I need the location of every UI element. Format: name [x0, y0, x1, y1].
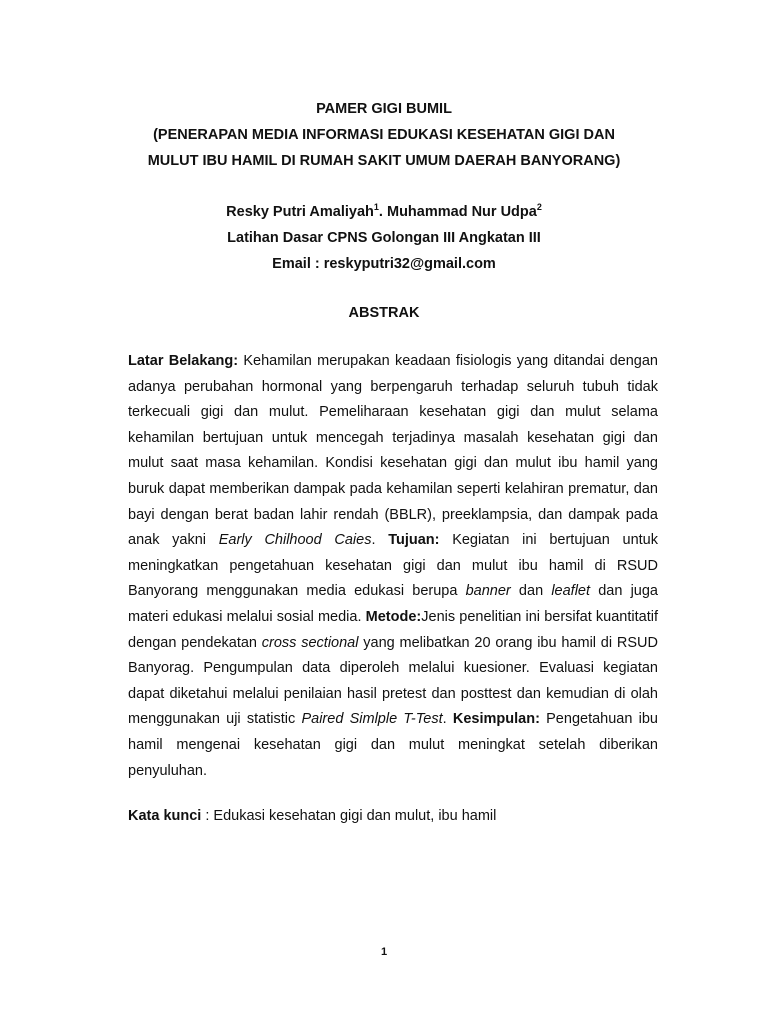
method-italic-test: Paired Simlple T-Test [301, 711, 443, 728]
keywords [128, 803, 658, 829]
author-1-affiliation-mark: 1 [373, 202, 379, 213]
author-2: Muhammad Nur Udpa [386, 204, 537, 220]
purpose-italic-banner: banner [465, 583, 511, 600]
author-2-affiliation-mark: 2 [536, 202, 542, 213]
method-italic-cross-sectional: cross sectional [261, 634, 359, 651]
abstract-body [128, 349, 658, 784]
purpose-end: dan juga materi edukasi melalui sosial media. [128, 583, 658, 625]
background-text: Kehamilan merupakan keadaan fisiologis yang ditandai dengan adanya perubahan hormonal yang berpengaruh terhadap seluruh tubuh tidak terkecuali gigi dan mulut. Pemeliharaan kesehatan gigi dan mulut selama kehamilan bertujuan untuk mencegah terjadinya masalah kesehatan gigi dan mulut saat masa kehamilan. Kondisi kesehatan gigi dan mulut ibu hamil yang buruk dapat memberikan dampak pada kehamilan seperti kelahiran prematur, dan bayi dengan berat badan lahir rendah (BBLR), preeklampsia, dan dampak pada anak yakni [128, 353, 658, 549]
paper-title [100, 96, 668, 174]
background-label: Latar Belakang: [128, 353, 239, 369]
conclusion-label: Kesimpulan: [452, 711, 540, 728]
author-1: Resky Putri Amaliyah [226, 204, 374, 220]
purpose-mid: dan [510, 583, 552, 600]
method-text-2: yang melibatkan 20 orang ibu hamil di RSUD Banyorag. Pengumpulan data diperoleh melalui kuesioner. Evaluasi kegiatan dapat diketahui melalui penilaian hasil pretest dan posttest dan kemudian di olah menggunakan uji statistic [128, 634, 658, 728]
author-names [100, 199, 668, 225]
author-affiliation: Latihan Dasar CPNS Golongan III Angkatan III [227, 230, 541, 246]
keywords-text: : Edukasi kesehatan gigi dan mulut, ibu hamil [201, 808, 497, 824]
purpose-text: Kegiatan ini bertujuan untuk meningkatkan pengetahuan kesehatan gigi dan mulut ibu hamil di RSUD Banyorang menggunakan media edukasi berupa [128, 532, 658, 600]
author-email: Email : reskyputri32@gmail.com [272, 256, 496, 272]
background-end: . [371, 532, 389, 549]
method-label: Metode: [365, 608, 422, 625]
method-text: Jenis penelitian ini bersifat kuantitatif dengan pendekatan [128, 608, 658, 651]
method-end: . [442, 711, 453, 728]
purpose-label: Tujuan: [388, 532, 440, 549]
title-line-2: (PENERAPAN MEDIA INFORMASI EDUKASI KESEHATAN GIGI DAN [153, 127, 615, 143]
abstract-heading: ABSTRAK [348, 305, 420, 321]
title-line-1: PAMER GIGI BUMIL [316, 101, 452, 117]
background-italic-term: Early Chilhood Caies [218, 532, 372, 549]
page-number: 1 [380, 946, 388, 958]
title-line-3: MULUT IBU HAMIL DI RUMAH SAKIT UMUM DAERAH BANYORANG) [147, 153, 621, 169]
purpose-italic-leaflet: leaflet [551, 583, 591, 600]
author-separator: . [378, 204, 387, 220]
keywords-label: Kata kunci [128, 808, 202, 824]
conclusion-text: Pengetahuan ibu hamil mengenai kesehatan gigi dan mulut meningkat setelah diberikan penyuluhan. [128, 711, 659, 779]
author-block [100, 199, 668, 277]
